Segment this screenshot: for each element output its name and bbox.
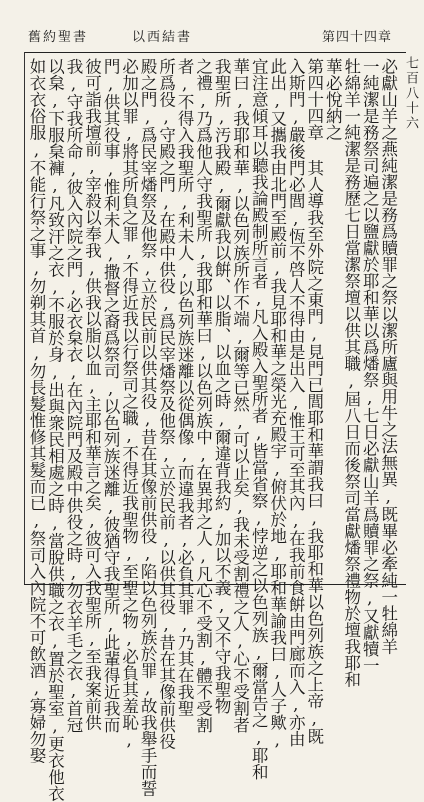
left-rule [24,52,25,584]
text-column: 彼可詣我壇前,宰殺以奉我,供我以脂以血,主耶和華言之矣,彼可入我聖所,至我案前供 [82,58,102,731]
text-column: 我,守我所命,彼入內院之門,必衣枲衣,在內院門及殿中供役之時,勿衣羊毛之衣,首冠 [64,58,84,733]
text-column: 必獻山羊之燕純潔是務爲贖罪之祭以潔所廬與用牛之法無異,既畢必牽純一牡綿羊 [378,58,398,655]
text-column: 華曰,我耶和華,以色列族所作不端,爾等已然,可以止矣,我未受割禮之人,心不受割者 [230,58,250,733]
text-column: 門,供其役事,惟利未人,撒督之裔爲祭司,以色列族迷離,彼猶守我聖所,此輩得近我而 [101,58,121,733]
book-section: 以西結書 [132,30,193,45]
text-column: 必加以罪,將其所負之罪,不得近我以行祭司之職,不得近我聖物,至聖之物,必負其羞恥, [119,58,139,750]
text-column: 之禮,乃爲他人守我聖所,我耶和華曰,以色列族中,在異邦之人,凡心不受割,體不受割 [193,58,213,733]
text-column: 此出,又攜我由北門至殿前,我見耶和華之榮光充殿宇,俯伏於地,耶和華諭我曰,人子歟, [267,58,287,750]
text-column: 一純潔是務祭司遍之以鹽獻於耶和華以爲燔祭,七日必獻山羊爲贖罪之祭,又獻犢一 [360,58,380,674]
chapter-heading: 第四十四章 [322,30,393,45]
text-column: 入斯門,嚴後門必閭,恆不啓人不得由是出入,惟王可至其內,在我前食餠由門廊而入,亦由 [286,58,306,747]
page-number: 七百八十六 [403,56,418,131]
text-columns [27,58,398,802]
text-column: 宜注意傾耳以聽我論殿制所言者,凡入殿入聖所者,皆當省察,悖逆之以色列族,爾當告之,耶和 [249,58,269,780]
text-column: 所爲役,守殿之門,在殿中供役,爲民宰燔祭及他祭,立於民前,以供其役,昔在其像前供役 [156,58,176,750]
text-column: 以枲,下服枲褲,凡致汗之衣,不服於身,出與衆民相處之時,當脫供職之衣,置於聖室,更衣他衣 [45,58,65,802]
text-column: 我聖所,汚我殿,爾獻我以餠、以脂、以血之時,爾違背我約,加以不義,又不守我聖物 [212,58,232,714]
top-rule [24,52,406,53]
text-column: 第四十四章 其人導我至外院之東門,見門已閭耶和華謂我曰,我耶和華以色列族之上帝,既 [304,58,324,745]
text-column: 華必悅納之 [323,58,343,141]
text-column: 殿之門,爲民宰燔祭及他祭,立於民前以供其役,昔在其像前供役,陷以色列族於罪,故我舉手而誓 [138,58,158,797]
text-column: 如衣衣俗服,不能行祭之事,勿剃其首,勿長髮惟修其髮而已,祭司入內院不可飲酒,寡婦勿娶 [27,58,46,764]
text-column: 者,不得入我聖所,利未人,以色列族迷離以從偶像,而違我者,必負其罪,乃其在我聖 [175,58,195,717]
book-title: 舊約聖書 [28,30,89,45]
text-column: 牡綿羊一純潔是務歷七日當潔祭壇以供其職,屆八日而後祭司當獻燔祭禮物於壇我耶和 [341,58,361,688]
